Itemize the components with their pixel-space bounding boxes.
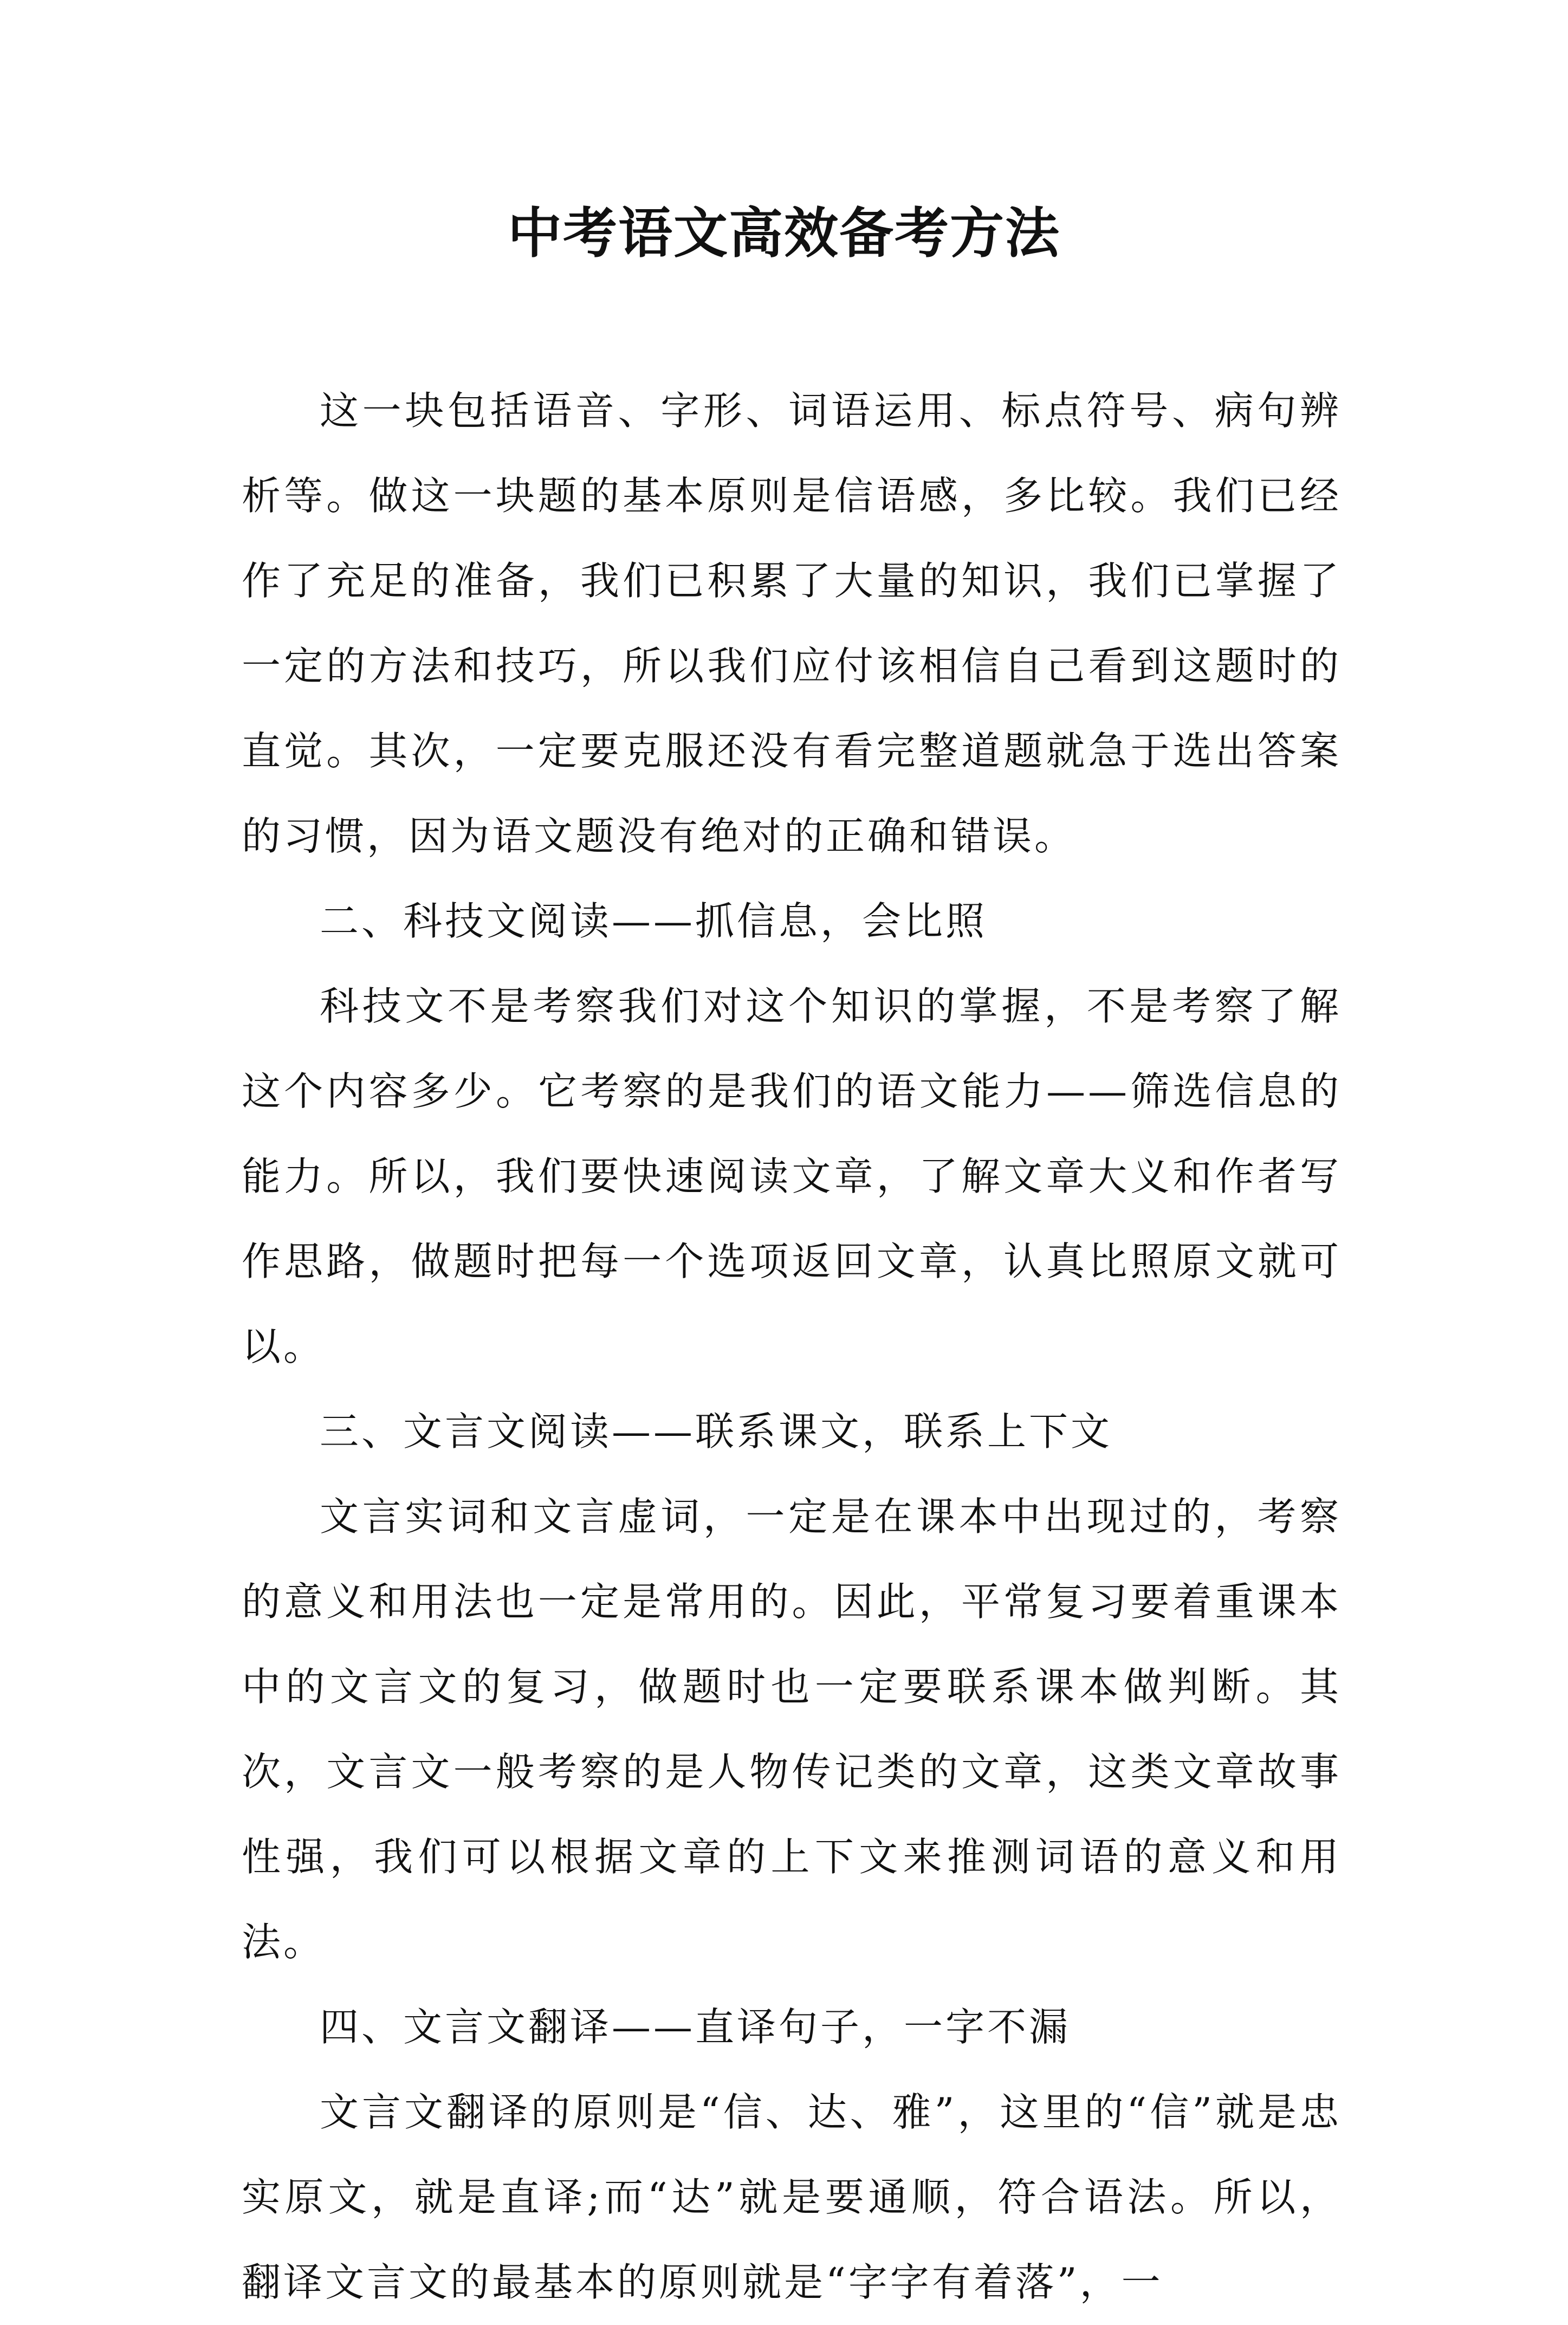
document-title: 中考语文高效备考方法 <box>508 201 1060 265</box>
document-body <box>242 368 1342 2325</box>
paragraph-classical-translation: 文言文翻译的原则是“信、达、雅”，这里的“信”就是忠实原文，就是直译;而“达”就是要通顺，符合语法。所以，翻译文言文的最基本的原则就是“字字有着落”，一 <box>242 2089 1342 2305</box>
paragraph-classical-reading: 文言实词和文言虚词，一定是在课本中出现过的，考察的意义和用法也一定是常用的。因此，平常复习要着重课本中的文言文的复习，做题时也一定要联系课本做判断。其次，文言文一般考察的是人物传记类的文章，这类文章故事性强，我们可以根据文章的上下文来推测词语的意义和用法。 <box>242 1494 1342 1965</box>
section-heading-classical-reading: 三、文言文阅读——联系课文，联系上下文 <box>320 1409 1113 1454</box>
section-heading-science-reading: 二、科技文阅读——抓信息，会比照 <box>320 898 988 944</box>
section-heading-classical-translation: 四、文言文翻译——直译句子，一字不漏 <box>320 2004 1071 2050</box>
paragraph-intro: 这一块包括语音、字形、词语运用、标点符号、病句辨析等。做这一块题的基本原则是信语感，多比较。我们已经作了充足的准备，我们已积累了大量的知识，我们已掌握了一定的方法和技巧，所以我们应付该相信自己看到这题时的直觉。其次，一定要克服还没有看完整道题就急于选出答案的习惯，因为语文题没有绝对的正确和错误。 <box>242 388 1342 859</box>
paragraph-science-reading: 科技文不是考察我们对这个知识的掌握，不是考察了解这个内容多少。它考察的是我们的语文能力——筛选信息的能力。所以，我们要快速阅读文章，了解文章大义和作者写作思路，做题时把每一个选项返回文章，认真比照原文就可以。 <box>242 983 1342 1369</box>
